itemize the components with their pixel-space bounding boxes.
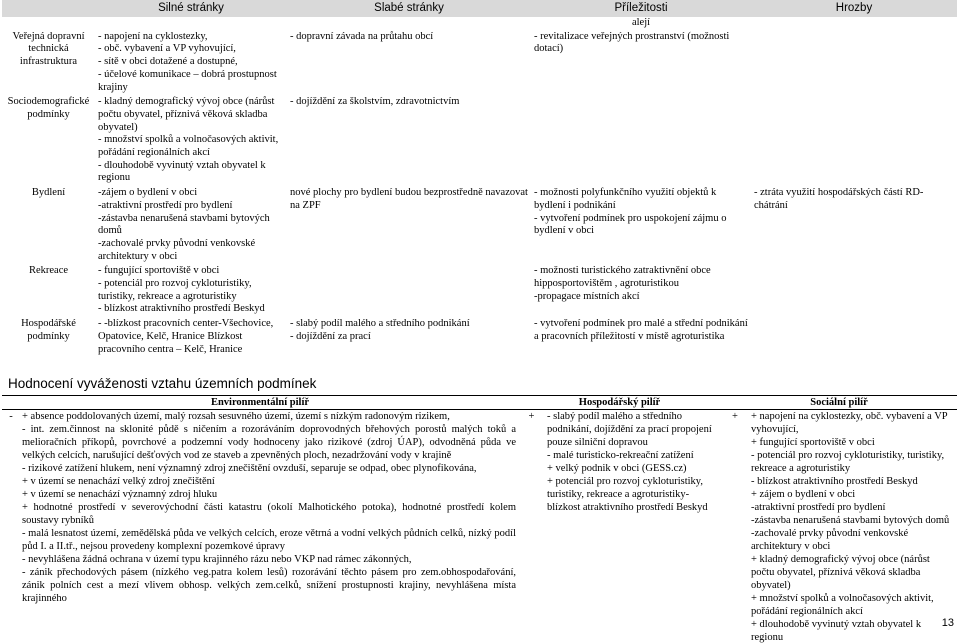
swot-item: - revitalizace veřejných prostranství (možnosti dotací) [534, 31, 748, 56]
swot-header-row [2, 0, 957, 17]
swot-threats-cell [751, 30, 957, 96]
section-title: Hodnocení vyváženosti vztahu územních podmínek [8, 376, 316, 391]
social-cell [749, 410, 957, 644]
env-item: - int. zem.činnost na sklonité půdě s ničením a rozoráváním doprovodných břehových porostů malých toků a melioračních příkopů, povrchové a podzemní vody hodnoceny jako rizikové (zdroj ÚAP), odvodněná půda ve velkých celcích, narušující dešťových vod ze staveb a zpevněných ploch, nezadržování vody v krajině [22, 423, 516, 462]
swot-item: - potenciál pro rozvoj cykloturistiky, turistiky, rekreace a agroturistiky [98, 278, 284, 303]
env-pillar-header: Environmentální pilíř [2, 396, 518, 410]
swot-opportunities-cell [531, 264, 751, 317]
balance-body-row [2, 410, 957, 644]
env-item: - zánik přechodových pásem (nízkého veg.patra kolem lesů) rozorávání těchto pásem pro zem.obhospodařování, zánik polních cest a mezí vlivem obhosp. velkých zem.celků, snížení prostupnosti krajiny, nevyhlášena místa krajinného [22, 566, 516, 605]
swot-weaknesses-cell [287, 95, 531, 186]
swot-item: - -blízkost pracovních center-Všechovice, Opatovice, Kelč, Hranice Blízkost pracovního centra – Kelč, Hranice [98, 318, 284, 356]
swot-item: -zachovalé prvky původní venkovské architektury v obci [98, 238, 284, 263]
swot-item: - kladný demografický vývoj obce (nárůst počtu obyvatel, příznivá věková skladba obyvatel) [98, 96, 284, 134]
swot-item: - vytvoření podmínek pro malé a střední podnikání a pracovních příležitostí v místě agroturistika [534, 318, 748, 343]
swot-row [2, 186, 957, 264]
econ-item: - malé turisticko-rekreační zatížení [547, 449, 719, 462]
econ-item: + potenciál pro rozvoj cykloturistiky, turistiky, rekreace a agroturistiky-blízkost atraktivního prostředí Beskyd [547, 475, 719, 514]
econ-item: + velký podnik v obci (GESS.cz) [547, 462, 719, 475]
social-item: + kladný demografický vývoj obce (nárůst počtu obyvatel, příznivá věková skladba obyvatel) [751, 553, 955, 592]
social-item: + zájem o bydlení v obci [751, 488, 955, 501]
swot-subheader-text: alejí [531, 17, 751, 30]
social-item: - blízkost atraktivního prostředí Beskyd [751, 475, 955, 488]
econ-item: - slabý podíl malého a středního podnikání, dojíždění za prací propojení pouze silniční dopravou [547, 410, 719, 449]
balance-table [2, 395, 957, 644]
swot-category: Sociodemografické podmínky [2, 95, 95, 186]
econ-cell [545, 410, 721, 644]
swot-strengths-cell [95, 186, 287, 264]
swot-header-threats: Hrozby [751, 0, 957, 17]
social-item: + napojení na cyklostezky, obč. vybavení a VP vyhovující, [751, 410, 955, 436]
social-item: -atraktivní prostředí pro bydlení [751, 501, 955, 514]
social-item: + dlouhodobě vyvinutý vztah obyvatel k regionu [751, 618, 955, 644]
swot-item: - možnosti turistického zatraktivnění obce hipposportovištěm , agroturistikou [534, 265, 748, 290]
swot-strengths-cell [95, 95, 287, 186]
swot-strengths-cell [95, 317, 287, 357]
social-pillar-header: Sociální pilíř [721, 396, 957, 410]
swot-opportunities-cell [531, 30, 751, 96]
swot-header-strengths: Silné stránky [95, 0, 287, 17]
swot-item: - ztráta využití hospodářských částí RD-chátrání [754, 187, 954, 212]
swot-opportunities-cell [531, 186, 751, 264]
swot-threats-cell [751, 317, 957, 357]
env-sign: - [2, 410, 20, 644]
swot-subheader-row [2, 17, 957, 30]
env-item: - malá lesnatost území, zemědělská půda ve velkých celcích, eroze větrná a vodní velkých půdních celků, nízký podíl půd I. a II.tř., nejsou provedeny komplexní pozemkové úpravy [22, 527, 516, 553]
social-sign: + [721, 410, 749, 644]
swot-item: - blízkost atraktivního prostředí Beskyd [98, 303, 284, 316]
swot-item: - dojíždění za prací [290, 331, 528, 344]
swot-category: Hospodářské podmínky [2, 317, 95, 357]
page-number: 13 [942, 617, 954, 629]
econ-pillar-header: Hospodářský pilíř [518, 396, 721, 410]
swot-strengths-cell [95, 264, 287, 317]
swot-category: Rekreace [2, 264, 95, 317]
env-cell [20, 410, 518, 644]
swot-row [2, 30, 957, 96]
swot-table [2, 0, 957, 357]
swot-header-opportunities: Příležitosti [531, 0, 751, 17]
env-item: + v území se nenachází významný zdroj hluku [22, 488, 516, 501]
social-item: -zástavba nenarušená stavbami bytových domů [751, 514, 955, 527]
swot-item: - dopravní závada na průtahu obcí [290, 31, 528, 44]
swot-row [2, 317, 957, 357]
env-item: - nevyhlášena žádná ochrana v území typu krajinného rázu nebo VKP nad rámec zákonných, [22, 553, 516, 566]
swot-opportunities-cell [531, 317, 751, 357]
swot-threats-cell [751, 264, 957, 317]
social-item: - potenciál pro rozvoj cykloturistiky, turistiky, rekreace a agroturistiky [751, 449, 955, 475]
swot-item: -propagace místních akcí [534, 291, 748, 304]
swot-item: - fungující sportoviště v obci [98, 265, 284, 278]
swot-item: -zástavba nenarušená stavbami bytových domů [98, 213, 284, 238]
env-item: + absence poddolovaných území, malý rozsah sesuvného území, území s nízkým radonovým rizikem, [22, 410, 516, 423]
swot-item: - sítě v obci dotažené a dostupné, [98, 56, 284, 69]
social-item: -zachovalé prvky původní venkovské architektury v obci [751, 527, 955, 553]
swot-opportunities-cell [531, 95, 751, 186]
swot-weaknesses-cell [287, 186, 531, 264]
swot-category: Bydlení [2, 186, 95, 264]
swot-row [2, 95, 957, 186]
swot-item: - dlouhodobě vyvinutý vztah obyvatel k regionu [98, 160, 284, 185]
swot-item: -atraktivní prostředí pro bydlení [98, 200, 284, 213]
swot-header-weaknesses: Slabé stránky [287, 0, 531, 17]
swot-weaknesses-cell [287, 317, 531, 357]
swot-item: - množství spolků a volnočasových aktivit, pořádání regionálních akcí [98, 134, 284, 159]
swot-item: - vytvoření podmínek pro uspokojení zájmu o bydlení v obci [534, 213, 748, 238]
balance-header-row [2, 396, 957, 410]
swot-item: -zájem o bydlení v obci [98, 187, 284, 200]
swot-item: - účelové komunikace – dobrá prostupnost krajiny [98, 69, 284, 94]
swot-item: - slabý podíl malého a středního podnikání [290, 318, 528, 331]
env-item: - rizikové zatížení hlukem, není významný zdroj znečištění ovzduší, separuje se odpad, obec plynofikována, [22, 462, 516, 475]
swot-item: - možnosti polyfunkčního využití objektů k bydlení i podnikání [534, 187, 748, 212]
swot-item: - napojení na cyklostezky, [98, 31, 284, 44]
swot-strengths-cell [95, 30, 287, 96]
swot-item: - obč. vybavení a VP vyhovující, [98, 43, 284, 56]
swot-weaknesses-cell [287, 30, 531, 96]
swot-threats-cell [751, 95, 957, 186]
swot-row [2, 264, 957, 317]
swot-threats-cell [751, 186, 957, 264]
swot-item: - dojíždění za školstvím, zdravotnictvím [290, 96, 528, 109]
swot-header-corner [2, 0, 95, 17]
swot-item: nové plochy pro bydlení budou bezprostředně navazovat na ZPF [290, 187, 528, 212]
env-item: + hodnotné prostředí v severovýchodní části katastru (okolí Malhotického potoka), hodnotné prostředí kolem soustavy rybníků [22, 501, 516, 527]
swot-category: Veřejná dopravní technická infrastruktura [2, 30, 95, 96]
econ-sign: + [518, 410, 545, 644]
swot-weaknesses-cell [287, 264, 531, 317]
env-item: + v území se nenachází velký zdroj znečištění [22, 475, 516, 488]
social-item: + množství spolků a volnočasových aktivit, pořádání regionálních akcí [751, 592, 955, 618]
social-item: + fungující sportoviště v obci [751, 436, 955, 449]
